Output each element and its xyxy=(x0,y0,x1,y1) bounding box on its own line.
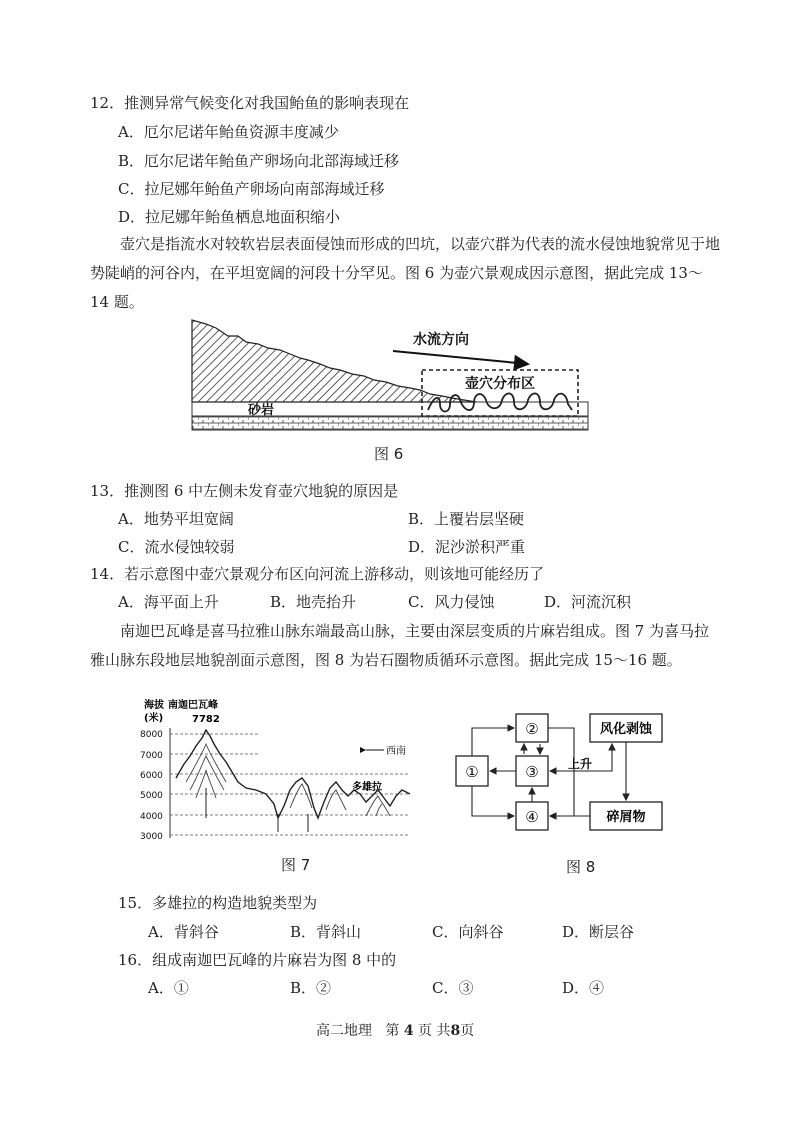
q12-option-d: D．拉尼娜年鲐鱼栖息地面积缩小 xyxy=(118,208,341,226)
question-16-stem: 16．组成南迦巴瓦峰的片麻岩为图 8 中的 xyxy=(118,951,397,969)
duoxiongla-label: 多雄拉 xyxy=(352,782,382,793)
q13-option-d: D．泥沙淤积严重 xyxy=(408,538,526,556)
ytick-3000: 3000 xyxy=(140,832,163,842)
ytick-4000: 4000 xyxy=(140,812,163,822)
passage-namcha-barwa: 南迦巴瓦峰是喜马拉雅山脉东端最高山脉，主要由深层变质的片麻岩组成。图 7 为喜马拉雅山脉东段地层地貌剖面示意图，图 8 为岩石圈物质循环示意图。据此完成 15～16 题。 xyxy=(90,622,710,669)
footer-page-prefix: 第 xyxy=(385,1023,400,1039)
q15-option-d: D．断层谷 xyxy=(562,923,635,941)
footer-page-suffix: 页 xyxy=(460,1023,475,1039)
q16-option-c: C．③ xyxy=(432,979,474,997)
q16-option-d: D．④ xyxy=(562,979,605,997)
pothole-zone-label: 壶穴分布区 xyxy=(465,376,535,392)
sandstone-label: 砂岩 xyxy=(248,403,275,418)
footer-page-number: 4 xyxy=(403,1023,414,1039)
flow-arrow-icon xyxy=(393,351,528,364)
footer-page-total: 8 xyxy=(450,1023,461,1039)
figure-6-diagram xyxy=(188,318,592,438)
question-13-stem: 13．推测图 6 中左侧未发育壶穴地貌的原因是 xyxy=(90,482,399,500)
q14-option-b: B．地壳抬升 xyxy=(270,593,357,611)
q14-option-a: A．海平面上升 xyxy=(118,593,219,611)
q15-option-c: C．向斜谷 xyxy=(432,923,504,941)
q12-option-b: B．厄尔尼诺年鲐鱼产卵场向北部海域迁移 xyxy=(118,152,400,170)
y-axis-label: 海拔 xyxy=(144,700,164,711)
q12-option-a: A．厄尔尼诺年鲐鱼资源丰度减少 xyxy=(118,123,339,141)
y-axis-unit: (米) xyxy=(144,713,164,724)
node-1-label: ① xyxy=(465,763,479,781)
figure-6-caption: 图 6 xyxy=(374,445,404,463)
q15-option-a: A．背斜谷 xyxy=(148,923,219,941)
footer-subject: 高二地理 xyxy=(316,1023,372,1039)
question-15-stem: 15．多雄拉的构造地貌类型为 xyxy=(118,894,318,912)
weathering-label: 风化剥蚀 xyxy=(599,722,653,737)
page-footer xyxy=(316,1021,474,1041)
peak-height-label: 7782 xyxy=(192,714,220,725)
ytick-7000: 7000 xyxy=(140,751,163,761)
q14-option-d: D．河流沉积 xyxy=(544,593,632,611)
ytick-8000: 8000 xyxy=(140,730,163,740)
figure-8-rock-cycle xyxy=(452,710,702,838)
q13-option-a: A．地势平坦宽阔 xyxy=(118,510,234,528)
node-2-label: ② xyxy=(525,720,539,738)
q15-option-b: B．背斜山 xyxy=(290,923,362,941)
figure-7-caption: 图 7 xyxy=(281,856,311,874)
q14-option-c: C．风力侵蚀 xyxy=(408,593,495,611)
flow-direction-label: 水流方向 xyxy=(413,332,469,348)
node-4-label: ④ xyxy=(525,808,539,826)
q13-option-b: B．上覆岩层坚硬 xyxy=(408,510,525,528)
figure-8-caption: 图 8 xyxy=(566,858,596,876)
node-3-label: ③ xyxy=(525,763,539,781)
footer-page-mid: 页 共 xyxy=(418,1023,451,1039)
figure-7-profile xyxy=(140,698,420,844)
q13-option-c: C．流水侵蚀较弱 xyxy=(118,538,235,556)
peak-name-label: 南迦巴瓦峰 xyxy=(168,700,218,711)
uplift-label: 上升 xyxy=(567,757,593,771)
debris-label: 碎屑物 xyxy=(606,810,646,825)
q16-option-b: B．② xyxy=(290,979,332,997)
q12-option-c: C．拉尼娜年鲐鱼产卵场向南部海域迁移 xyxy=(118,180,385,198)
ytick-5000: 5000 xyxy=(140,791,163,801)
question-14-stem: 14．若示意图中壶穴景观分布区向河流上游移动，则该地可能经历了 xyxy=(90,565,545,583)
ytick-6000: 6000 xyxy=(140,771,163,781)
question-12-stem: 12．推测异常气候变化对我国鲐鱼的影响表现在 xyxy=(90,94,410,112)
q16-option-a: A．① xyxy=(148,979,189,997)
passage-potholes: 壶穴是指流水对较软岩层表面侵蚀而形成的凹坑，以壶穴群为代表的流水侵蚀地貌常见于地势陡峭的河谷内，在平坦宽阔的河段十分罕见。图 6 为壶穴景观成因示意图，据此完成 13～14 题。 xyxy=(90,235,721,311)
southwest-label: 西南 xyxy=(386,746,406,757)
